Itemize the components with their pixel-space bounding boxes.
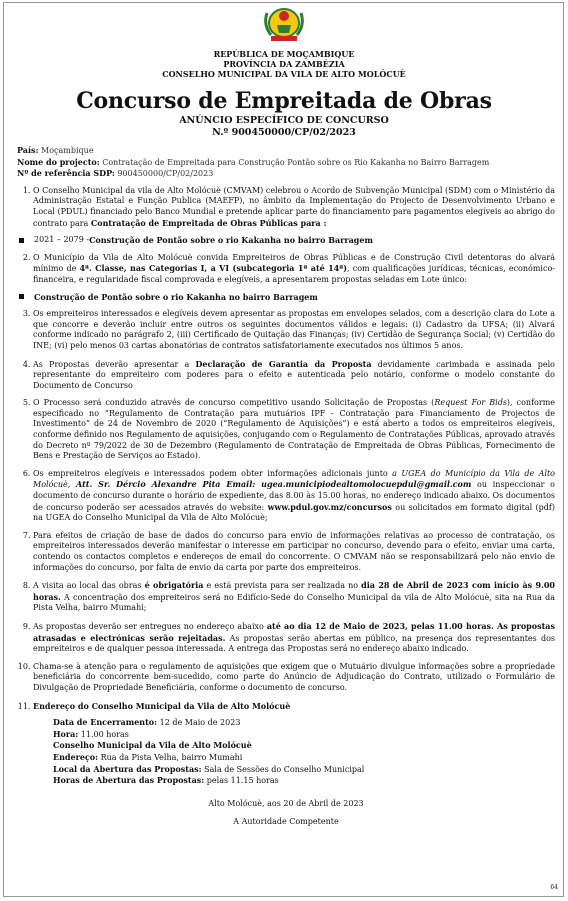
item-2: 2. O Município da Vila de Alto Molócuè convida Empreiteiros de Obras Públicas e de Construção Civil detentoras do alvará mínimo de 4ª. Classe, nas Categorias I, a VI (subcategoria 1ª até 14ª), com qualificações jurídicas, técnicas, económico-financeira, e regularidade fiscal comprovada e elegíveis, a apresentarem propostas seladas em Lote único: Construção de Pontão sobre o rio Kakanha no bairro Barragem — [33, 253, 555, 302]
meta-project: Nome do projecto: Contratação de Empreitada para Construção Pontão sobre os Rio Kakanha no Bairro Barragem — [17, 156, 490, 167]
subtitle: ANÚNCIO ESPECÍFICO DE CONCURSO — [179, 115, 389, 126]
announcement-body — [17, 145, 555, 836]
page-title: Concurso de Empreitada de Obras — [76, 88, 492, 114]
header-province: PROVÍNCIA DA ZAMBÉZIA — [223, 59, 345, 69]
item-7: 7. Para efeitos de criação de base de dados do concurso para envio de informações relativas ao processo de contratação, os empreiteiros interessados deverão manifestar o interesse em participar no concurso, devendo para o efeito, enviar uma carta, contendo os contactos completos e endereços de email do concorrente. O CMVAM não se responsabilizará pelo não envio de informações do concurso, por falta de envio da carta por parte dos empreiteiros. — [33, 531, 555, 573]
reference-number: N.º 900450000/CP/02/2023 — [212, 127, 356, 138]
items-list — [17, 186, 555, 787]
item-9: 9. As propostas deverão ser entregues no endereço abaixo até ao dia 12 de Maio de 2023, pelas 11.00 horas. As propostas atrasadas e electrónicas serão rejeitadas. As propostas serão abertas em público, na presença dos representantes dos empreiteiros e de qualquer pessoa interessada. A entrega das Propostas será no endereço abaixo indicado. — [33, 621, 555, 655]
item-6: 6. Os empreiteiros elegíveis e interessados podem obter informações adicionais junto a UGEA do Município da Vila de Alto Molócuè, Att. Sr. Dércio Alexandre Pita Email: ugea.municipiodealtomolocuepdul@gmail.com ou inspeccionar o documento de concurso durante o horário de expediente, das 8.00 às 15.00 horas, no endereço indicado abaixo. Os documentos de concurso poderão ser acessados através do website: www.pdul.gov.mz/concursos ou solicitados em formato digital (pdf) na UGEA do Conselho Municipal da Vila de Alto Molócuè; — [33, 469, 555, 524]
national-emblem — [259, 3, 309, 43]
item-8: 8. A visita ao local das obras é obrigatória e está prevista para ser realizada no dia 28 de Abril de 2023 com início às 9.00 horas. A concentração dos empreiteiros será no Edifício-Sede do Conselho Municipal da vila de Alto Molócuè, sita na Rua da Pista Velha, bairro Mumahi; — [33, 580, 555, 614]
lot-bullet: Construção de Pontão sobre o rio Kakanha no bairro Barragem — [19, 292, 555, 303]
item-4: 4. As Propostas deverão apresentar a Declaração de Garantia da Proposta devidamente carimbada e assinada pelo representante do empreiteiro com poderes para o efeito e autenticada pelo notário, conforme o modelo constante do Documento de Concurso — [33, 359, 555, 392]
address-details — [53, 717, 555, 787]
item-3: 3. Os empreiteiros interessados e elegíveis devem apresentar as propostas em envelopes selados, com a descrição clara do Lote a que concorre e deverão incluir entre outros os seguintes documentos válidos e legais: (i) Cadastro da UFSA; (ii) Alvará conforme indicado no parágrafo 2, (iii) Certificado de Quitação das Finanças; (iv) Certidão de Segurança Social; (v) Certidão do INE; (vi) pelo menos 03 cartas abonatórias de contratos satisfatoriamente executados nos últimos 5 anos. — [33, 309, 555, 351]
item-11: 11. Endereço do Conselho Municipal da Vila de Alto Molócuè Data de Encerramento: 12 de Maio de 2023 Hora: 11.00 horas Conselho Municipal da Vila de Alto Molócuè Endereço: Rua da Pista Velha, bairro Mumahi Local da Abertura das Propostas: Sala de Sessões do Conselho Municipal Horas de Abertura das Propostas: pelas 11.15 horas — [33, 701, 555, 787]
opening-venue: Local da Abertura das Propostas: Sala de Sessões do Conselho Municipal — [53, 763, 365, 774]
item-5: 5. O Processo será conduzido através de concurso competitivo usando Solicitação de Propostas (Request For Bids), conforme especificado no “Regulamento de Contratação para mutuários IPF - Contratação para Financiamento de Projectos de Investimento” de 24 de Novembro de 2020 (“Regulamento de Aquisições”) e está aberto a todos os empreiteiros elegíveis, conforme definido nos Regulamento de aquisições, conjugando com o Regulamento de Contratações Públicas, aprovado através do Decreto nº 79/2022 de 30 de Dezembro (Regulamento de Contratação de Empreitada de Obras Públicas, Fornecimento de Bens e Prestação de Serviços ao Estado). — [33, 398, 555, 462]
page-number: 64 — [550, 884, 558, 891]
website-link[interactable]: www.pdul.gov.mz/concursos — [267, 501, 392, 512]
meta-country: País: Moçambique — [17, 145, 94, 155]
email-link[interactable]: ugea.municipiodealtomolocuepdul@gmail.com — [261, 479, 472, 490]
closing-time: Hora: 11.00 horas — [53, 728, 129, 739]
opening-time: Horas de Abertura das Propostas: pelas 11.15 horas — [53, 775, 279, 786]
organisation-name: Conselho Municipal da Vila de Alto Molócuè — [53, 740, 252, 751]
closing-date: Data de Encerramento: 12 de Maio de 2023 — [53, 717, 241, 728]
meta-sdp: Nº de referência SDP: 900450000/CP/02/2023 — [17, 168, 214, 179]
item-1: 1. O Conselho Municipal da vila de Alto Molócuè (CMVAM) celebrou o Acordo de Subvenção Municipal (SDM) com o Ministério da Administração Estatal e Função Publica (MAEFP), no âmbito da Implementação do Projecto de Desenvolvimento Urbano e Local (PDUL) financiado pelo Banco Mundial e pretende aplicar parte do financiamento para pagamentos elegíveis ao abrigo do contrato para Contratação de Empreitada de Obras Públicas para : 2021 – 2079 - Construção de Pontão sobre o rio Kakanha no bairro Barragem — [33, 186, 555, 246]
closing-block — [17, 799, 555, 828]
lot-bullet: 2021 – 2079 - Construção de Pontão sobre o rio Kakanha no bairro Barragem — [19, 235, 555, 246]
header-council: CONSELHO MUNICIPAL DA VILA DE ALTO MOLÓCUÈ — [162, 69, 406, 79]
square-bullet-icon — [19, 294, 24, 299]
address: Endereço: Rua da Pista Velha, bairro Mumahi — [53, 751, 243, 762]
place-date: Alto Molócuè, aos 20 de Abril de 2023 — [208, 798, 364, 808]
item-10: 10. Chama-se à atenção para o regulamento de aquisições que exigem que o Mutuário divulgue informações sobre a propriedade beneficiária do concorrente bem-sucedido, como parte do Anúncio de Adjudicação do Contrato, utilizado o Formulário de Divulgação de Propriedade Beneficiária, conforme o documento de concurso. — [33, 662, 555, 694]
square-bullet-icon — [19, 238, 24, 243]
authority: A Autoridade Competente — [233, 817, 339, 827]
header-republic: REPÚBLICA DE MOÇAMBIQUE — [213, 49, 355, 59]
